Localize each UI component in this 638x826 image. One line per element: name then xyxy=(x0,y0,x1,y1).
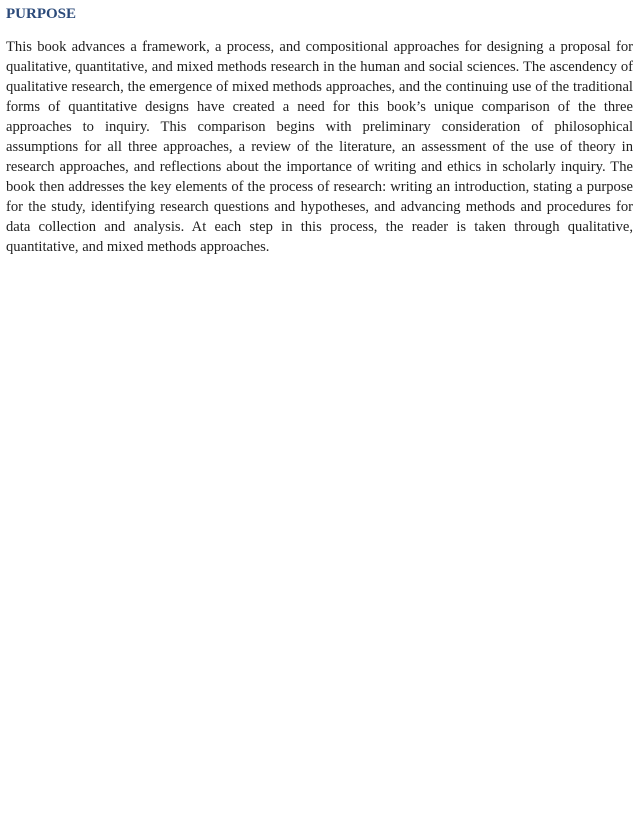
body-paragraph: This book advances a framework, a process, and compositional approaches for designing a proposal for qualitative, quantitative, and mixed methods research in the human and social sciences. The ascendency of qualitative research, the emergence of mixed methods approaches, and the continuing use of the traditional forms of quantitative designs have created a need for this book’s unique comparison of the three approaches to inquiry. This comparison begins with preliminary consideration of philosophical assumptions for all three approaches, a review of the literature, an assessment of the use of theory in research approaches, and reflections about the importance of writing and ethics in scholarly inquiry. The book then addresses the key elements of the process of research: writing an introduction, stating a purpose for the study, identifying research questions and hypotheses, and advancing methods and procedures for data collection and analysis. At each step in this process, the reader is taken through qualitative, quantitative, and mixed methods approaches. xyxy=(6,39,633,255)
document-page xyxy=(6,4,633,257)
section-heading: PURPOSE xyxy=(6,6,77,22)
